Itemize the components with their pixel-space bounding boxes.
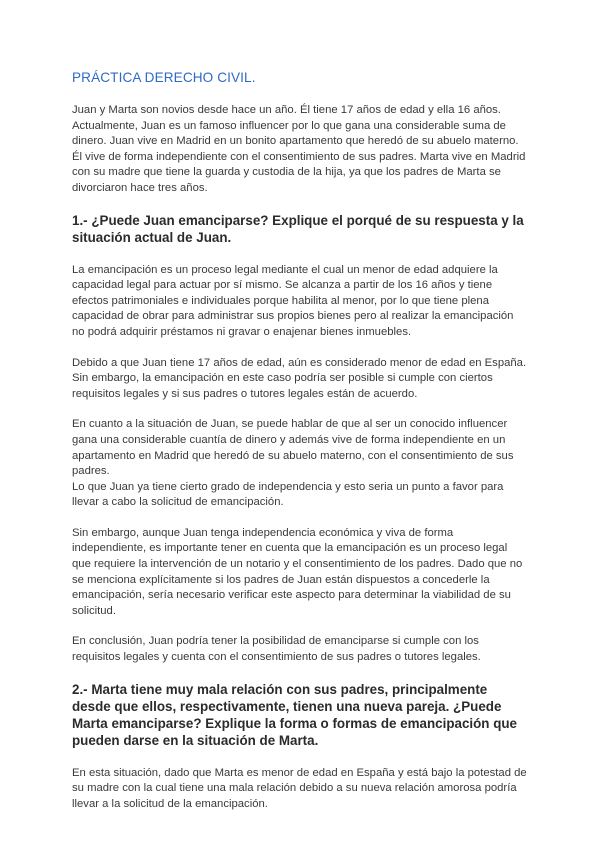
document-page	[72, 70, 528, 827]
question-2-heading: 2.- Marta tiene muy mala relación con sus padres, principalmente desde que ellos, respectivamente, tienen una nueva pareja. ¿Puede Marta emanciparse? Explique la forma o formas de emancipación que pueden darse en la situación de Marta.	[72, 681, 518, 748]
question-1-paragraph: Debido a que Juan tiene 17 años de edad, aún es considerado menor de edad en España. Sin embargo, la emancipación en este caso podría ser posible si cumple con ciertos requisitos legales y si sus padres o tutores legales están de acuerdo.	[72, 356, 527, 400]
question-1-paragraph: Sin embargo, aunque Juan tenga independencia económica y viva de forma independiente, es importante tener en cuenta que la emancipación es un proceso legal que requiere la intervención de un notario y el consentimiento de los padres. Dado que no se menciona explícitamente si los padres de Juan están dispuestos a concederle la emancipación, sería necesario verificar este aspecto para determinar la viabilidad de su solicitud.	[72, 526, 523, 617]
document-title: PRÁCTICA DERECHO CIVIL.	[72, 70, 256, 85]
question-2-paragraph: En esta situación, dado que Marta es menor de edad en España y está bajo la potestad de su madre con la cual tiene una mala relación debido a su nueva relación amorosa podría llevar a la solicitud de la emancipación.	[72, 766, 527, 810]
intro-paragraph: Juan y Marta son novios desde hace un año. Él tiene 17 años de edad y ella 16 años. Actualmente, Juan es un famoso influencer por lo que gana una considerable suma de dinero. Juan vive en Madrid en un bonito apartamento que heredó de su abuelo materno. Él vive de forma independiente con el consentimiento de sus padres. Marta vive en Madrid con su madre que tiene la guarda y custodia de la hija, ya que los padres de Marta se divorciaron hace tres años.	[72, 104, 526, 194]
question-1-paragraph: La emancipación es un proceso legal mediante el cual un menor de edad adquiere la capacidad legal para actuar por sí mismo. Se alcanza a partir de los 16 años y tiene efectos patrimoniales e individuales porque habilita al menor, por lo que tiene plena capacidad de obrar para administrar sus propios bienes pero al realizar la emancipación no podrá adquirir préstamos ni gravar o enajenar bienes inmuebles.	[72, 263, 514, 338]
question-1-paragraph: En conclusión, Juan podría tener la posibilidad de emanciparse si cumple con los requisitos legales y cuenta con el consentimiento de sus padres o tutores legales.	[72, 635, 481, 664]
question-1-paragraph: En cuanto a la situación de Juan, se puede hablar de que al ser un conocido influencer gana una considerable cuantía de dinero y además vive de forma independiente en un apartamento en Madrid que heredó de su abuelo materno, con el consentimiento de sus padres.	[72, 418, 514, 478]
question-1-heading: 1.- ¿Puede Juan emanciparse? Explique el porqué de su respuesta y la situación actual de Juan.	[72, 212, 524, 245]
question-1-paragraph: Lo que Juan ya tiene cierto grado de independencia y esto seria un punto a favor para llevar a cabo la solicitud de emancipación.	[72, 480, 504, 509]
